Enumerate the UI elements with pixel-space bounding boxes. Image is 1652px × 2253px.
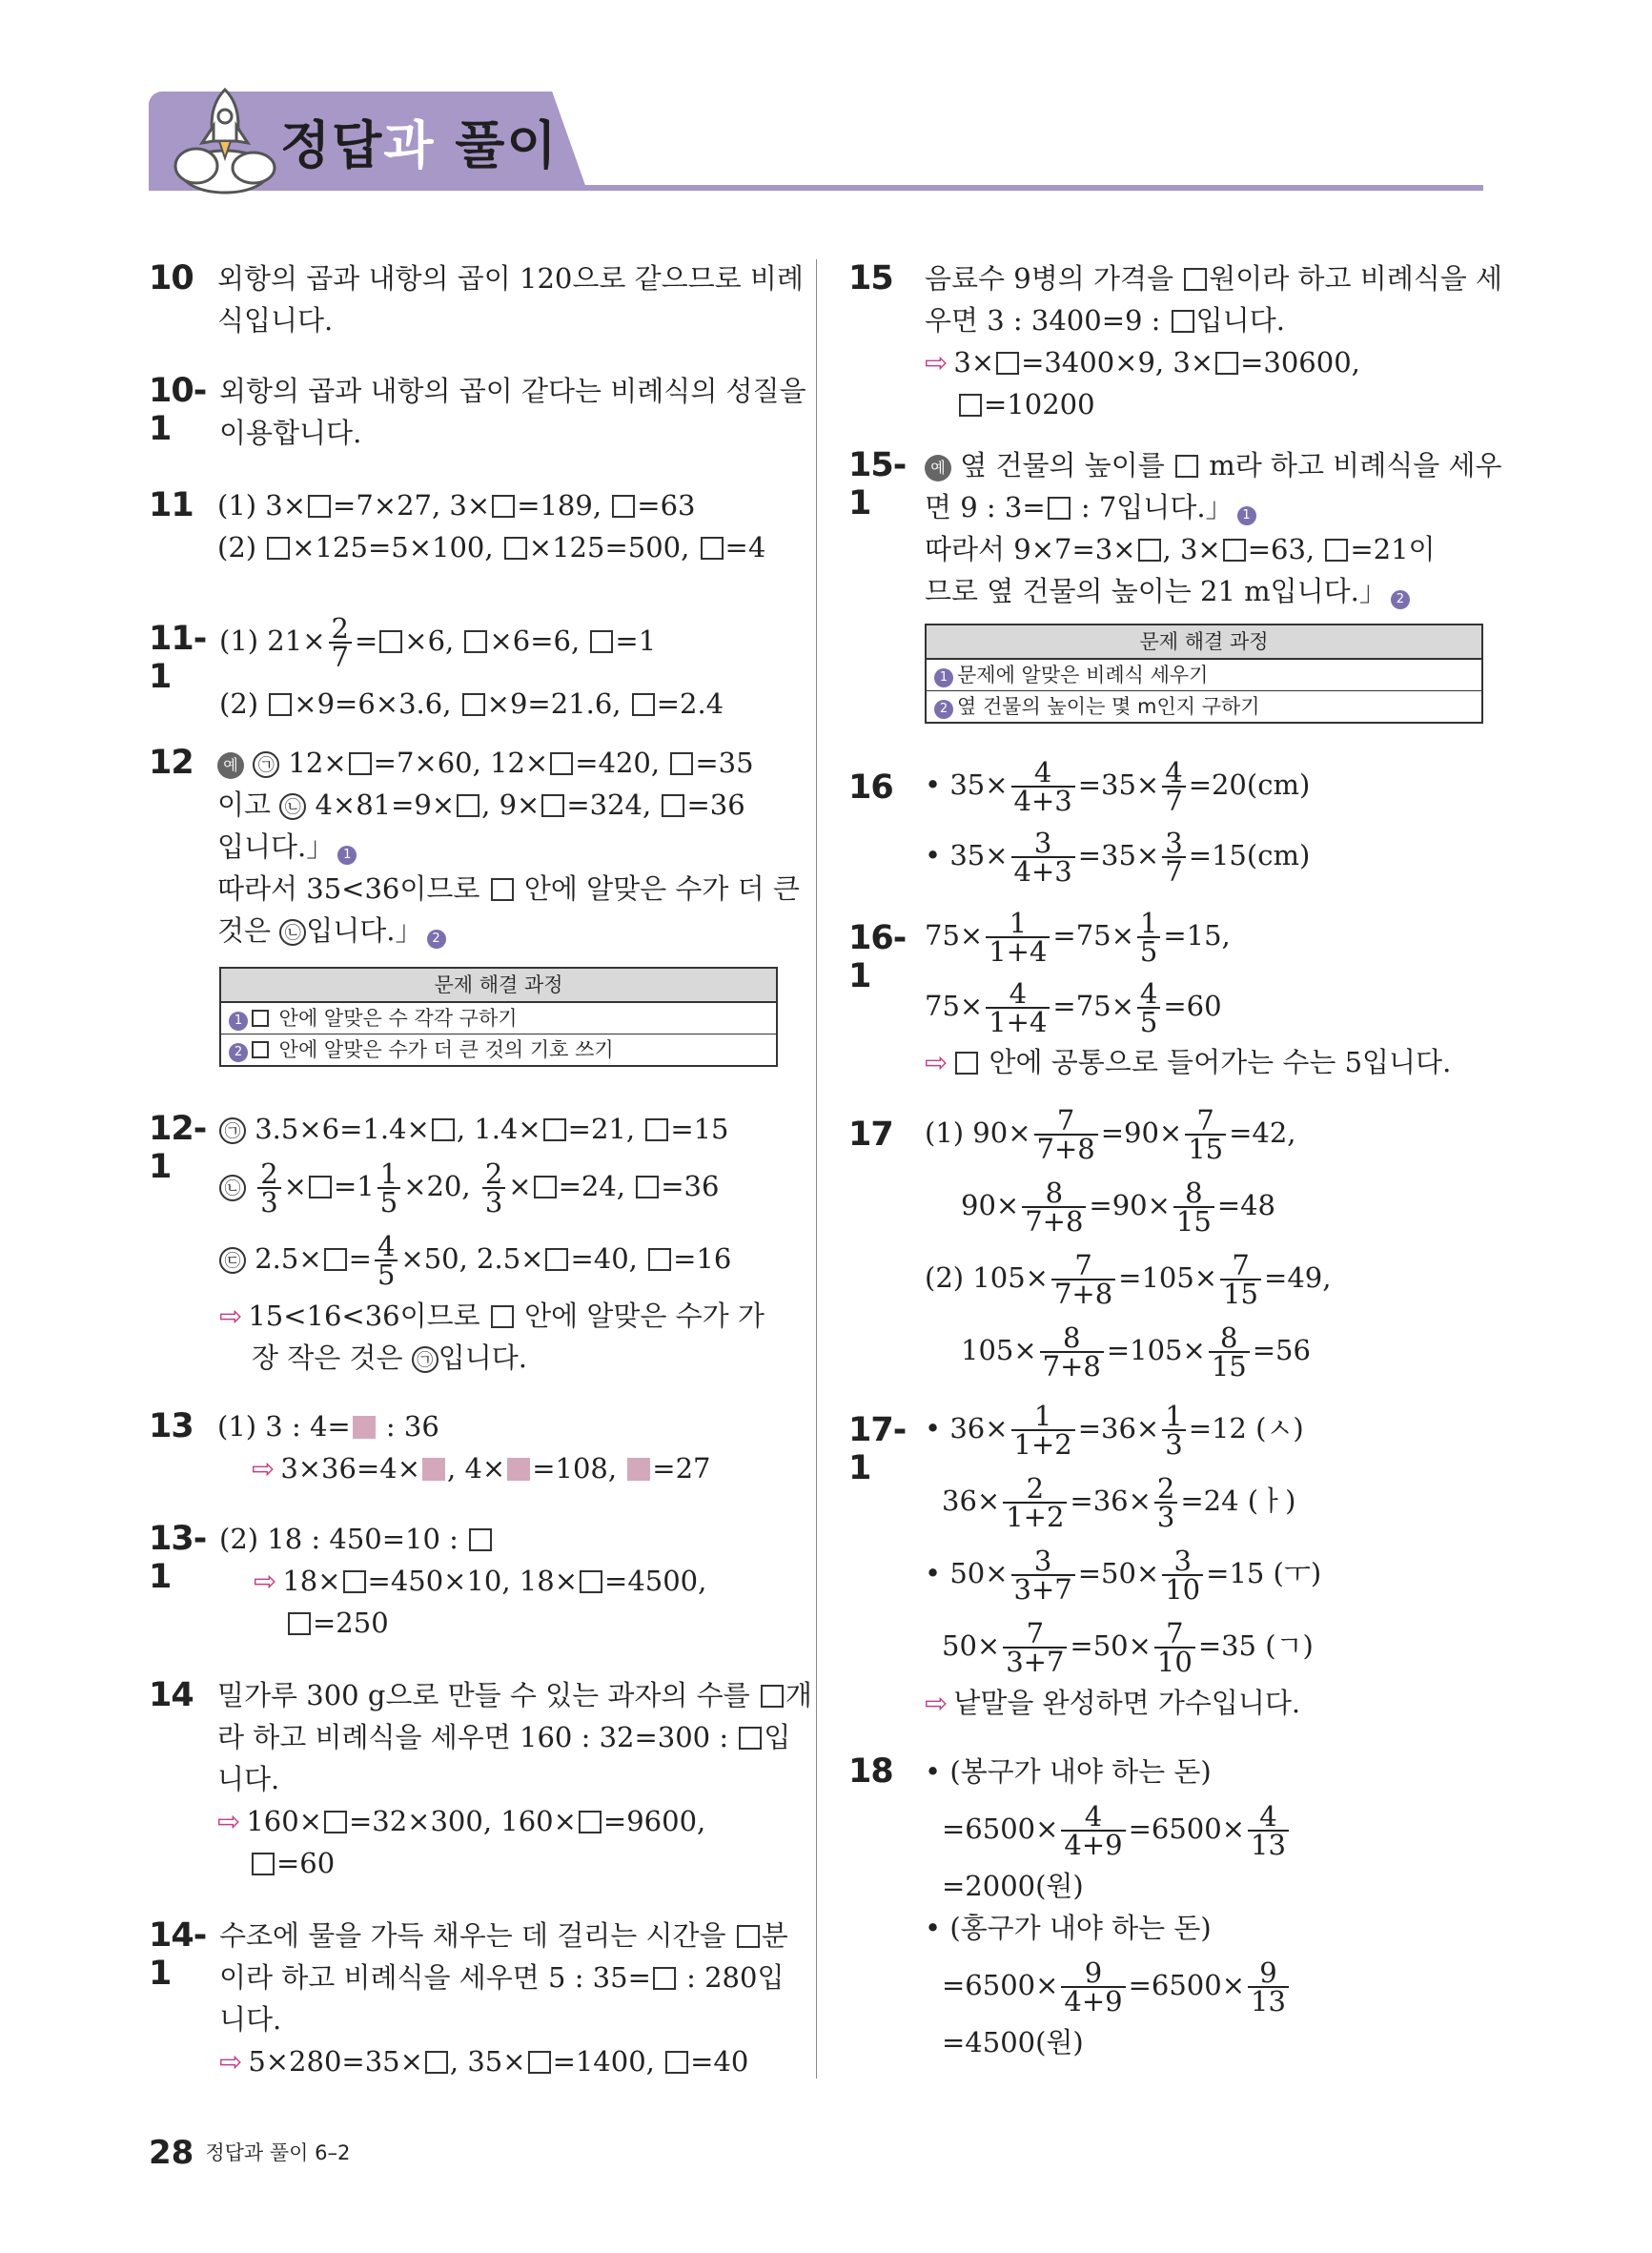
fraction: $\frac{3}{7}$ (1162, 830, 1185, 885)
footer-text: 정답과 풀이 6–2 (205, 2141, 351, 2164)
answer-line: 수조에 물을 가득 채우는 데 걸리는 시간을 분 (219, 1919, 788, 1952)
answer-line: 105× $\frac{8}{7+8}$ =105× $\frac{8}{15}$ =56 (961, 1321, 1311, 1383)
answer-line: 외항의 곱과 내항의 곱이 같다는 비례식의 성질을 (219, 375, 806, 407)
answer-line: 예 ㉠ 12× =7×60, 12× =420, =35 (217, 742, 800, 784)
page-footer (149, 2134, 350, 2172)
blank-box (632, 693, 655, 716)
blank-box (1172, 310, 1194, 333)
answer-line: 므로 옆 건물의 높이는 21 m입니다.」 2 (925, 570, 1501, 612)
right-arrow-icon: ⇨ (219, 2045, 243, 2078)
table-header: 문제 해결 과정 (221, 969, 776, 1003)
fraction: $\frac{2}{3}$ (1154, 1475, 1177, 1530)
answer-line: (1) 90× $\frac{7}{7+8}$ =90× $\frac{7}{15}$ =42, (925, 1104, 1296, 1165)
fraction: $\frac{4}{4+9}$ (1061, 1803, 1125, 1858)
blank-box (504, 537, 527, 560)
answer-line: =4500(원) (942, 2026, 1084, 2058)
example-badge: 예 (925, 455, 951, 481)
answer-line: 라 하고 비례식을 세우면 160 : 32=300 : 입 (217, 1721, 791, 1753)
blank-box (996, 352, 1019, 375)
problem-number: 12-1 (149, 1110, 207, 1186)
rocket-icon (168, 84, 282, 195)
fraction: $\frac{8}{7+8}$ (1022, 1179, 1086, 1235)
blank-box (1138, 539, 1161, 562)
answer-line: 밀가루 300 g으로 만들 수 있는 과자의 수를 개 (217, 1679, 812, 1711)
step-marker: 1 (1237, 506, 1256, 525)
blank-box (269, 693, 292, 716)
answer-line: 75× $\frac{4}{1+4}$ =75× $\frac{4}{5}$ =60 (925, 977, 1222, 1038)
answer-line: 75× $\frac{1}{1+4}$ =75× $\frac{1}{5}$ =15, (925, 907, 1231, 968)
answer-line: 36× $\frac{2}{1+2}$ =36× $\frac{2}{3}$ =24 (ㅏ) (942, 1472, 1296, 1533)
answer-line: 따라서 9×7=3× , 3× =63, =21이 (925, 533, 1436, 565)
column-divider (816, 259, 817, 2079)
problem-number: 14 (149, 1676, 194, 1714)
blank-box (579, 1811, 602, 1833)
problem-number: 10 (149, 259, 194, 297)
answer-line: • (봉구가 내야 하는 돈) (925, 1755, 1212, 1788)
fraction: $\frac{4}{13}$ (1248, 1803, 1289, 1858)
blank-box (955, 1052, 978, 1075)
problem-number: 11-1 (149, 620, 207, 696)
fraction: $\frac{4}{5}$ (1137, 980, 1160, 1035)
shaded-blank (507, 1458, 530, 1481)
table-row: 2 안에 알맞은 수가 더 큰 것의 기호 쓰기 (221, 1034, 776, 1065)
blank-box (534, 1176, 557, 1198)
answer-line: 따라서 35<36이므로 안에 알맞은 수가 더 큰 (217, 872, 800, 905)
blank-box (665, 2051, 688, 2074)
table-header: 문제 해결 과정 (927, 625, 1481, 660)
answer-line: 90× $\frac{8}{7+8}$ =90× $\frac{8}{15}$ =48 (961, 1177, 1276, 1238)
answer-line: =10200 (925, 383, 1502, 425)
answer-line: ⇨ 안에 공통으로 들어가는 수는 5입니다. (925, 1046, 1452, 1078)
answer-line: ⇨ 낱말을 완성하면 가수입니다. (925, 1687, 1301, 1719)
blank-box (308, 495, 331, 518)
blank-box (267, 537, 290, 560)
blank-box (959, 394, 982, 417)
fraction: $\frac{7}{7+8}$ (1051, 1252, 1115, 1307)
fraction: $\frac{9}{13}$ (1248, 1959, 1289, 2015)
problem-number: 15 (848, 259, 893, 297)
answer-line: =2000(원) (942, 1870, 1084, 1902)
fraction: $\frac{2}{3}$ (257, 1160, 280, 1216)
step-marker: 2 (427, 930, 446, 949)
answer-line: =6500× $\frac{4}{4+9}$ =6500× $\frac{4}{13}$ (925, 1792, 1292, 1865)
problem-number: 13-1 (149, 1520, 207, 1596)
answer-line: ⇨ 3×36=4× , 4× =108, =27 (252, 1452, 711, 1485)
blank-box (469, 1528, 492, 1551)
table-row: 1 문제에 알맞은 비례식 세우기 (927, 660, 1481, 691)
problem-number: 18 (848, 1752, 893, 1791)
fraction: $\frac{1}{5}$ (1137, 910, 1160, 965)
blank-box (379, 630, 402, 653)
fraction: $\frac{2}{3}$ (482, 1160, 505, 1216)
fraction: $\frac{1}{1+2}$ (1011, 1403, 1075, 1458)
blank-box (739, 1727, 762, 1750)
blank-box (580, 1570, 602, 1593)
answer-line: • 36× $\frac{1}{1+2}$ =36× $\frac{1}{3}$ =12 (ㅅ) (925, 1400, 1304, 1461)
problem-number: 14-1 (149, 1916, 207, 1993)
blank-box (701, 537, 724, 560)
blank-box (491, 1305, 514, 1328)
fraction: $\frac{1}{1+4}$ (986, 910, 1050, 965)
answer-line: (2) 105× $\frac{7}{7+8}$ =105× $\frac{7}{15}$ =49, (925, 1249, 1332, 1310)
answer-line: 예 옆 건물의 높이를 m라 하고 비례식을 세우 (925, 444, 1501, 486)
shaded-blank (627, 1458, 650, 1481)
blank-box (612, 495, 635, 518)
solution-process-table (925, 624, 1483, 724)
answer-line: (2) ×125=5×100, ×125=500, =4 (217, 531, 766, 563)
fraction: $\frac{1}{5}$ (377, 1160, 400, 1216)
fraction: $\frac{7}{10}$ (1154, 1620, 1195, 1675)
blank-box (545, 1248, 568, 1271)
blank-box (252, 1853, 275, 1875)
problem-number: 10-1 (149, 372, 207, 448)
blank-box (324, 1248, 347, 1271)
problem-number: 12 (149, 744, 194, 782)
blank-box (1215, 352, 1238, 375)
fraction: $\frac{4}{7}$ (1162, 759, 1185, 814)
blank-box (1223, 539, 1246, 562)
answer-line: 우면 3 : 3400=9 : 입니다. (925, 304, 1285, 337)
fraction: $\frac{7}{7+8}$ (1034, 1107, 1098, 1162)
blank-box (343, 1570, 366, 1593)
answer-line: =250 (219, 1602, 706, 1644)
fraction: $\frac{7}{15}$ (1185, 1107, 1226, 1162)
blank-box (1048, 497, 1071, 520)
answer-line: 것은 ㉡ 입니다.」 2 (217, 910, 800, 952)
page-header (149, 84, 1483, 195)
blank-box (1175, 455, 1198, 478)
answer-line: 니다. (219, 2003, 282, 2036)
fraction: $\frac{7}{3+7}$ (1003, 1620, 1067, 1675)
header-rule (149, 185, 1483, 191)
fraction: $\frac{4}{1+4}$ (986, 980, 1050, 1035)
blank-box (491, 878, 514, 901)
answer-line: =60 (217, 1842, 812, 1884)
answer-line: 외항의 곱과 내항의 곱이 120으로 같으므로 비례 (217, 262, 804, 295)
shaded-blank (353, 1416, 376, 1439)
right-arrow-icon: ⇨ (219, 1300, 243, 1332)
answer-line: ⇨ 15<16<36이므로 안에 알맞은 수가 가 (219, 1300, 765, 1332)
answer-line: 50× $\frac{7}{3+7}$ =50× $\frac{7}{10}$ =35 (ㄱ) (942, 1617, 1314, 1678)
problem-number: 17-1 (848, 1411, 907, 1487)
problem-number: 16 (848, 768, 893, 807)
blank-box (590, 630, 613, 653)
answer-line: 음료수 9병의 가격을 원이라 하고 비례식을 세 (925, 262, 1503, 295)
answer-line: ㉢ 2.5× = $\frac{4}{5}$ ×50, 2.5× =40, =16 (219, 1222, 765, 1295)
right-arrow-icon: ⇨ (925, 1687, 948, 1719)
blank-box (737, 1925, 760, 1948)
answer-line: 식입니다. (217, 304, 334, 337)
page-title: 정답과 풀이 (280, 115, 559, 175)
fraction: $\frac{8}{7+8}$ (1040, 1324, 1104, 1380)
answer-line: 입니다.」 1 (217, 826, 800, 868)
answer-line: ⇨ 18× =450×10, 18× =4500, (254, 1565, 707, 1597)
blank-box (1184, 268, 1207, 291)
step-marker: 1 (337, 846, 357, 865)
answer-line: • (홍구가 내야 하는 돈) (925, 1912, 1212, 1944)
fraction: $\frac{3}{10}$ (1162, 1547, 1203, 1603)
answer-line: ㉡ $\frac{2}{3}$ × =1 $\frac{1}{5}$ ×20, $\frac{2}{3}$ × =24, =36 (219, 1150, 765, 1222)
solution-process-table (219, 967, 778, 1067)
blank-box (309, 1176, 332, 1198)
table-row: 2 옆 건물의 높이는 몇 m인지 구하기 (927, 691, 1481, 722)
answer-line: (2) 18 : 450=10 : (219, 1518, 706, 1560)
blank-box (432, 1118, 455, 1141)
fraction: $\frac{3}{3+7}$ (1011, 1547, 1075, 1603)
right-arrow-icon: ⇨ (925, 346, 948, 379)
blank-box (543, 1118, 566, 1141)
answer-line: (2) ×9=6×3.6, ×9=21.6, =2.4 (219, 687, 724, 720)
problem-number: 13 (149, 1407, 194, 1445)
fraction: $\frac{9}{4+9}$ (1061, 1959, 1125, 2015)
fraction: $\frac{4}{5}$ (375, 1233, 398, 1288)
blank-box (457, 794, 479, 817)
blank-box (288, 1612, 311, 1635)
answer-line: (1) 3 : 4= : 36 (217, 1410, 439, 1443)
blank-box (528, 2051, 551, 2074)
shaded-blank (422, 1458, 445, 1481)
blank-box (324, 1811, 347, 1833)
blank-box (462, 693, 485, 716)
answer-line: 이라 하고 비례식을 세우면 5 : 35= : 280입 (219, 1961, 785, 1994)
answer-line: 면 9 : 3= : 7입니다.」 1 (925, 486, 1501, 528)
blank-box (761, 1685, 784, 1708)
right-arrow-icon: ⇨ (252, 1452, 275, 1485)
answer-line: 이고 ㉡ 4×81=9× , 9× =324, =36 (217, 789, 745, 821)
blank-box (645, 1118, 668, 1141)
blank-box (349, 752, 372, 775)
answer-line: • 35× $\frac{3}{4+3}$ =35× $\frac{3}{7}$ =15(cm) (925, 827, 1311, 888)
answer-line: 이용합니다. (219, 417, 362, 449)
blank-box (662, 794, 684, 817)
answer-line: • 50× $\frac{3}{3+7}$ =50× $\frac{3}{10}$ =15 (ㅜ) (925, 1545, 1322, 1606)
blank-box (425, 2051, 448, 2074)
blank-box (670, 752, 693, 775)
example-badge: 예 (217, 752, 244, 779)
problem-number: 17 (848, 1116, 893, 1154)
fraction: $\frac{4}{4+3}$ (1011, 759, 1075, 814)
fraction: $\frac{8}{15}$ (1209, 1324, 1250, 1380)
fraction: $\frac{2}{7}$ (329, 615, 352, 670)
step-marker: 2 (1391, 590, 1410, 609)
blank-box (550, 752, 573, 775)
problem-number: 11 (149, 486, 194, 524)
answer-line: ⇨ 160× =32×300, 160× =9600, (217, 1805, 706, 1837)
blank-box (636, 1176, 659, 1198)
fraction: $\frac{2}{1+2}$ (1003, 1475, 1067, 1530)
answer-line: 니다. (217, 1763, 280, 1795)
answer-line: (1) 21× $\frac{2}{7}$ = ×6, ×6=6, =1 (219, 612, 657, 673)
blank-box (541, 794, 564, 817)
answer-line: =6500× $\frac{9}{4+9}$ =6500× $\frac{9}{13}$ (925, 1949, 1292, 2021)
answer-line: ⇨ 5×280=35× , 35× =1400, =40 (219, 2045, 749, 2078)
fraction: $\frac{7}{15}$ (1220, 1252, 1261, 1307)
problem-number: 16-1 (848, 919, 907, 995)
answer-line: 장 작은 것은 ㉠ 입니다. (252, 1342, 527, 1374)
fraction: $\frac{3}{4+3}$ (1011, 830, 1075, 885)
problem-number: 15-1 (848, 446, 907, 522)
blank-box (1325, 539, 1348, 562)
fraction: $\frac{8}{15}$ (1173, 1179, 1214, 1235)
blank-box (648, 1248, 671, 1271)
fraction: $\frac{1}{3}$ (1162, 1403, 1185, 1458)
page-number: 28 (149, 2134, 194, 2172)
right-arrow-icon: ⇨ (254, 1565, 277, 1597)
blank-box (492, 495, 515, 518)
blank-box (464, 630, 487, 653)
right-arrow-icon: ⇨ (217, 1805, 241, 1837)
answer-line: ⇨ 3× =3400×9, 3× =30600, (925, 346, 1360, 379)
blank-box (653, 1967, 676, 1990)
table-row: 1 안에 알맞은 수 각각 구하기 (221, 1003, 776, 1034)
right-arrow-icon: ⇨ (925, 1046, 948, 1078)
answer-line: ㉠ 3.5×6=1.4× , 1.4× =21, =15 (219, 1108, 765, 1150)
answer-line: • 35× $\frac{4}{4+3}$ =35× $\frac{4}{7}$ =20(cm) (925, 756, 1311, 817)
answer-line: (1) 3× =7×27, 3× =189, =63 (217, 489, 696, 522)
